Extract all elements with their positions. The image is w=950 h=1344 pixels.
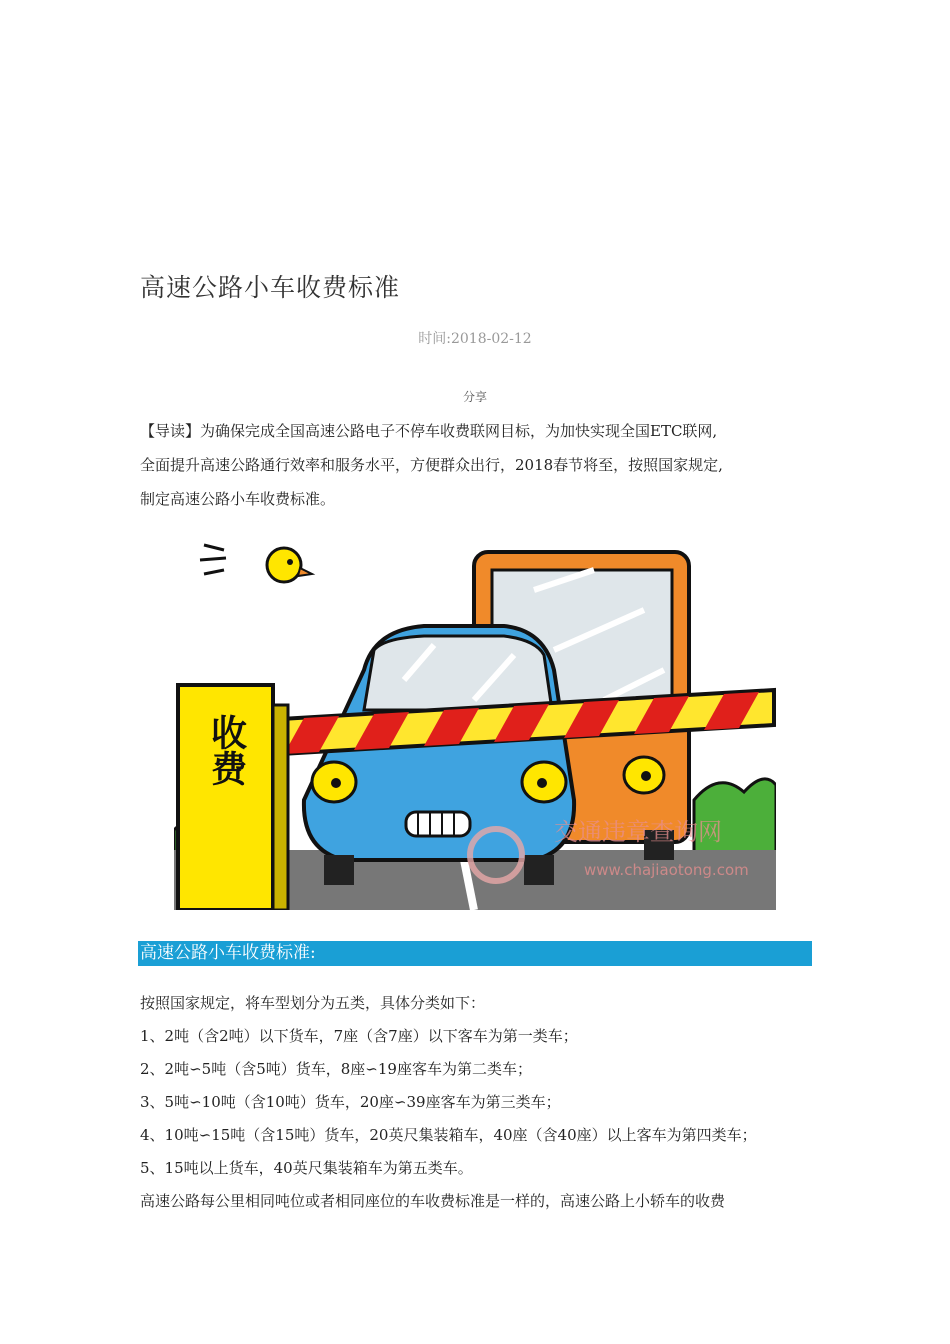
classification-list <box>140 987 830 1218</box>
article-title: 高速公路小车收费标准 <box>140 273 401 302</box>
car <box>304 626 574 885</box>
list-item: 5、15吨以上货车，40英尺集装箱车为第五类车。 <box>140 1159 473 1177</box>
share-link[interactable]: 分享 <box>462 390 487 404</box>
intro-paragraph <box>140 414 820 516</box>
intro-line: 全面提升高速公路通行效率和服务水平，方便群众出行，2018春节将至，按照国家规定, <box>140 456 723 474</box>
list-item: 高速公路每公里相同吨位或者相同座位的车收费标准是一样的，高速公路上小轿车的收费 <box>140 1192 726 1210</box>
list-item: 4、10吨∽15吨（含15吨）货车，20英尺集装箱车，40座（含40座）以上客车为第四类车； <box>140 1126 757 1144</box>
list-item: 按照国家规定，将车型划分为五类，具体分类如下： <box>140 994 486 1012</box>
intro-line: 制定高速公路小车收费标准。 <box>140 490 336 508</box>
bird-icon <box>200 545 312 582</box>
list-item: 2、2吨∽5吨（含5吨）货车，8座∽19座客车为第二类车； <box>140 1060 532 1078</box>
booth-label: 收费 <box>205 714 247 786</box>
watermark-url: www.chajiaotong.com <box>584 861 749 879</box>
watermark-text: 交通违章查询网 <box>554 818 722 846</box>
list-item: 1、2吨（含2吨）以下货车，7座（含7座）以下客车为第一类车； <box>140 1027 578 1045</box>
list-item: 3、5吨∽10吨（含10吨）货车，20座∽39座客车为第三类车； <box>140 1093 561 1111</box>
article-date: 时间:2018-02-12 <box>418 331 532 347</box>
intro-line: 【导读】为确保完成全国高速公路电子不停车收费联网目标，为加快实现全国ETC联网, <box>140 422 718 440</box>
section-heading: 高速公路小车收费标准: <box>138 941 812 966</box>
toll-booth-illustration <box>174 530 776 910</box>
